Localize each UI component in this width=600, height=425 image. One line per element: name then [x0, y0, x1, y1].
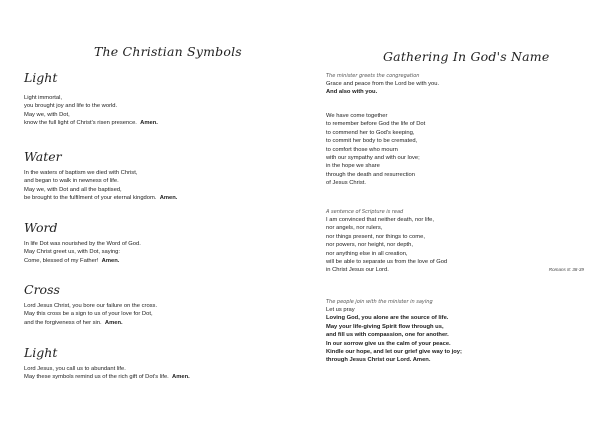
text-line: [24, 373, 290, 381]
amen: Amen.: [101, 257, 120, 264]
prayer-line: Loving God, you alone are the source of life.: [326, 315, 449, 322]
prayer-block: [326, 299, 584, 365]
text-line-body: May these symbols remind us of the rich gift of Dot's life.: [24, 374, 169, 381]
text-line: of Jesus Christ.: [326, 180, 366, 187]
text-line: with our sympathy and with our love;: [326, 155, 420, 162]
prayer-line: In our sorrow give us the calm of your peace.: [326, 340, 451, 347]
text-line: May this cross be a sign to us of your love for Dot,: [24, 311, 153, 318]
prayer-rubric: The people join with the minister in saying: [326, 299, 433, 305]
text-line-body: Come, blessed of my Father!: [24, 257, 99, 264]
amen: Amen.: [104, 319, 123, 326]
text-line-body: know the full light of Christ's risen presence.: [24, 120, 137, 127]
text-line: [24, 257, 290, 265]
text-line: Lord Jesus Christ, you bore our failure on the cross.: [24, 303, 158, 309]
text-line: [24, 319, 290, 327]
amen: Amen.: [140, 120, 158, 127]
section-text-light-2: [24, 365, 290, 382]
text-line: In the waters of baptism we died with Christ,: [24, 170, 138, 176]
prayer-line: through Jesus Christ our Lord. Amen.: [326, 357, 431, 364]
greeting-block: [326, 73, 584, 97]
text-line: May Christ greet us, with Dot, saying:: [24, 249, 121, 256]
purpose-block: [326, 112, 584, 188]
text-line: in the hope we share: [326, 163, 380, 170]
prayer-line: and fill us with compassion, one for another.: [326, 332, 449, 339]
text-line: will be able to separate us from the love of God: [326, 259, 448, 266]
scripture-reference: Romans 8: 38-39: [548, 267, 584, 273]
text-line: nor things present, nor things to come,: [326, 233, 425, 240]
greeting-rubric: The minister greets the congregation: [326, 73, 420, 79]
text-line: nor anything else in all creation,: [326, 250, 408, 257]
text-line: In life Dot was nourished by the Word of God.: [24, 241, 141, 247]
greeting-line: Grace and peace from the Lord be with you.: [326, 81, 440, 87]
text-line: I am convinced that neither death, nor life,: [326, 217, 434, 223]
text-line-body: in Christ Jesus our Lord.: [326, 267, 389, 274]
section-heading-light: Light: [24, 70, 58, 85]
section-heading-cross: Cross: [24, 282, 60, 297]
scripture-rubric: A sentence of Scripture is read: [326, 209, 404, 215]
text-line: and began to walk in newness of life.: [24, 178, 119, 185]
prayer-line: May your life-giving Spirit flow through us,: [326, 323, 444, 330]
text-line: nor powers, nor height, nor depth,: [326, 242, 414, 249]
text-line: to commit her body to be cremated,: [326, 138, 418, 145]
text-line: you brought joy and life to the world.: [24, 103, 118, 110]
text-line: We have come together: [326, 113, 388, 119]
section-heading-light-2: Light: [24, 345, 58, 360]
text-line: to remember before God the life of Dot: [326, 121, 426, 128]
left-page-title: The Christian Symbols: [94, 44, 242, 59]
text-line: [24, 119, 290, 127]
section-heading-water: Water: [24, 149, 62, 164]
text-line-body: be brought to the fulfilment of your eternal kingdom.: [24, 195, 157, 202]
section-text-word: [24, 240, 290, 265]
text-line: [24, 194, 290, 202]
amen: Amen.: [172, 374, 190, 381]
text-line: Light immortal,: [24, 95, 63, 101]
text-line: nor angels, nor rulers,: [326, 225, 383, 232]
section-text-light: [24, 94, 290, 128]
greeting-response: And also with you.: [326, 89, 378, 96]
scripture-block: [326, 209, 584, 275]
text-line: through the death and resurrection: [326, 171, 415, 178]
text-line-body: and the forgiveness of her sin.: [24, 319, 102, 326]
prayer-intro: Let us pray: [326, 307, 355, 313]
text-line: [326, 266, 584, 274]
section-heading-word: Word: [24, 220, 58, 235]
text-line: to comfort those who mourn: [326, 146, 398, 153]
right-page-title: Gathering In God's Name: [383, 49, 550, 64]
section-text-cross: [24, 302, 290, 327]
text-line: May we, with Dot and all the baptised,: [24, 186, 122, 193]
text-line: May we, with Dot,: [24, 111, 70, 118]
prayer-line: Kindle our hope, and let our grief give way to joy;: [326, 349, 462, 356]
right-page: [300, 0, 600, 425]
section-text-water: [24, 169, 290, 203]
text-line: to commend her to God's keeping,: [326, 129, 415, 136]
amen: Amen.: [159, 195, 178, 202]
text-line: Lord Jesus, you call us to abundant life.: [24, 366, 126, 372]
